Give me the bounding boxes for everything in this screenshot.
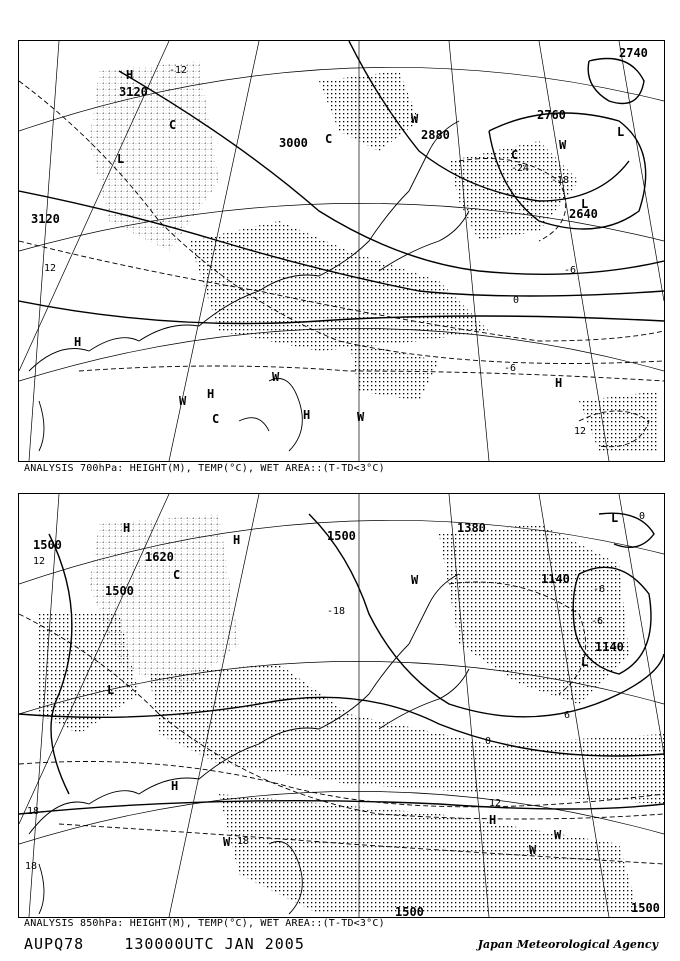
height-label: 1140 (541, 572, 570, 586)
pressure-center-marker: W (357, 410, 365, 424)
temp-label: 18 (25, 861, 38, 872)
pressure-center-marker: L (117, 152, 125, 166)
height-label: 1500 (33, 538, 62, 552)
pressure-center-marker: H (555, 376, 563, 390)
pressure-center-marker: W (272, 370, 280, 384)
height-label: 3120 (31, 212, 60, 226)
pressure-center-marker: W (411, 573, 419, 587)
temp-label: 0 (485, 736, 492, 747)
pressure-center-marker: W (529, 843, 537, 857)
temp-label: 18 (27, 806, 40, 817)
height-label: 1140 (595, 640, 624, 654)
pressure-center-marker: W (223, 835, 231, 849)
temp-label: -24 (511, 163, 530, 174)
temp-label: -6 (564, 265, 577, 276)
temp-label: -6 (504, 363, 517, 374)
temp-label: 12 (489, 798, 502, 809)
temp-label: 12 (44, 263, 57, 274)
map-panel-850hpa (18, 493, 665, 918)
pressure-center-marker: H (171, 779, 179, 793)
pressure-center-marker: W (411, 112, 419, 126)
height-label: 2760 (537, 108, 566, 122)
height-label: 1500 (327, 529, 356, 543)
pressure-center-marker: H (233, 533, 241, 547)
temp-label: -6 (591, 616, 604, 627)
height-label: 1500 (105, 584, 134, 598)
pressure-center-marker: L (611, 511, 619, 525)
temp-label: 0 (513, 295, 520, 306)
pressure-center-marker: L (617, 125, 625, 139)
pressure-center-marker: W (559, 138, 567, 152)
height-label: 2640 (569, 207, 598, 221)
pressure-center-marker: L (581, 197, 589, 211)
pressure-center-marker: H (74, 335, 82, 349)
valid-time: 130000UTC JAN 2005 (124, 935, 305, 953)
pressure-center-marker: L (581, 655, 589, 669)
map-700hpa-graphic (19, 41, 664, 461)
pressure-center-marker: W (554, 828, 562, 842)
pressure-center-marker: H (126, 68, 134, 82)
agency-name: Japan Meteorological Agency (477, 938, 658, 951)
temp-label: 12 (33, 556, 46, 567)
pressure-center-marker: C (173, 568, 181, 582)
height-label: 1380 (457, 521, 486, 535)
caption-700hpa: ANALYSIS 700hPa: HEIGHT(M), TEMP(°C), WET AREA::(T-TD<3°C) (24, 463, 385, 474)
height-label: 2880 (421, 128, 450, 142)
temp-label: 12 (574, 426, 587, 437)
pressure-center-marker: H (489, 813, 497, 827)
chart-id-and-time (24, 935, 305, 953)
pressure-center-marker: L (107, 683, 115, 697)
height-label: 3120 (119, 85, 148, 99)
caption-850hpa: ANALYSIS 850hPa: HEIGHT(M), TEMP(°C), WET AREA::(T-TD<3°C) (24, 918, 385, 929)
map-panel-700hpa (18, 40, 665, 462)
pressure-center-marker: H (207, 387, 215, 401)
height-label: 3000 (279, 136, 308, 150)
temp-label: 18 (237, 836, 250, 847)
height-label: 1500 (395, 905, 424, 917)
pressure-center-marker: C (511, 148, 519, 162)
pressure-center-marker: H (303, 408, 311, 422)
pressure-center-marker: H (123, 521, 131, 535)
temp-label: -12 (169, 65, 188, 76)
temp-label: 0 (639, 511, 646, 522)
pressure-center-marker: W (179, 394, 187, 408)
map-850hpa-graphic (19, 494, 664, 917)
chart-code: AUPQ78 (24, 935, 85, 953)
temp-label: -18 (551, 175, 570, 186)
pressure-center-marker: C (325, 132, 333, 146)
height-label: 1620 (145, 550, 174, 564)
temp-label: 6 (564, 710, 571, 721)
height-label: 1500 (631, 901, 660, 915)
temp-label: -6 (593, 584, 606, 595)
pressure-center-marker: C (212, 412, 220, 426)
height-label: 2740 (619, 46, 648, 60)
temp-label: -18 (327, 606, 346, 617)
pressure-center-marker: C (169, 118, 177, 132)
